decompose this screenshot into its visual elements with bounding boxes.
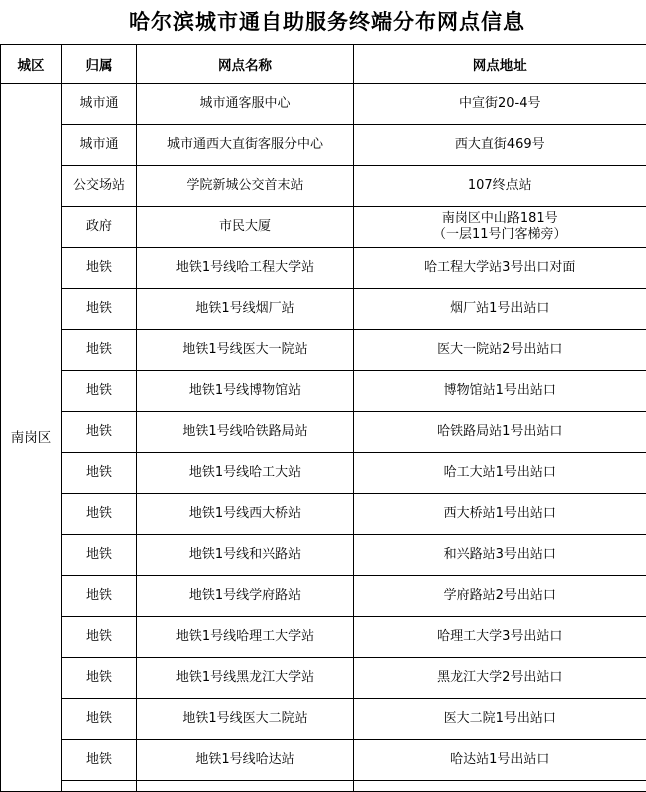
site-name-cell: 地铁1号线哈工大站 [137,453,354,494]
site-address-cell [354,453,646,494]
belong-cell: 地铁 [62,617,137,658]
site-name-cell: 地铁1号线医大一院站 [137,330,354,371]
address-line: 哈工大站1号出站口 [443,465,556,480]
table-row [1,658,646,699]
site-address-cell [354,494,646,535]
table-row [1,412,646,453]
site-address-cell [354,84,646,125]
belong-cell: 地铁 [62,699,137,740]
site-name-cell: 城市通西大直街客服分中心 [137,125,354,166]
site-name-cell: 市民大厦 [137,207,354,248]
site-name-cell: 地铁1号线黑龙江大学站 [137,658,354,699]
belong-cell: 地铁 [62,248,137,289]
site-address-cell [354,248,646,289]
site-name-cell: 地铁1号线哈达站 [137,740,354,781]
table-row [1,617,646,658]
table-row [1,494,646,535]
header-district: 城区 [1,45,62,84]
site-address-cell [354,576,646,617]
empty-cell [137,781,354,792]
address-line-secondary: （一层11号门客梯旁） [432,227,567,242]
site-name-cell: 学院新城公交首末站 [137,166,354,207]
belong-cell: 城市通 [62,125,137,166]
belong-cell: 地铁 [62,494,137,535]
site-address-cell [354,535,646,576]
district-cell: 南岗区 [1,84,62,792]
site-address-cell [354,207,646,248]
site-address-cell [354,740,646,781]
address-line: 哈理工大学3号出站口 [437,629,563,644]
table-row [1,576,646,617]
header-belong: 归属 [62,45,137,84]
table-body [1,84,646,792]
empty-cell [354,781,646,792]
site-name-cell: 地铁1号线哈理工大学站 [137,617,354,658]
belong-cell: 地铁 [62,740,137,781]
site-address-cell [354,371,646,412]
table-row [1,84,646,125]
address-line: 107终点站 [467,178,532,193]
belong-cell: 城市通 [62,84,137,125]
site-address-cell [354,412,646,453]
site-name-cell: 城市通客服中心 [137,84,354,125]
site-name-cell: 地铁1号线医大二院站 [137,699,354,740]
address-line: 南岗区中山路181号 [441,211,558,226]
table-row [1,166,646,207]
header-name: 网点名称 [137,45,354,84]
table-row [1,289,646,330]
site-address-cell [354,617,646,658]
address-line: 医大一院站2号出站口 [437,342,563,357]
terminal-location-table [0,44,646,792]
address-line: 和兴路站3号出站口 [443,547,556,562]
table-row [1,125,646,166]
site-address-cell [354,699,646,740]
address-line: 医大二院1号出站口 [443,711,556,726]
site-address-cell [354,330,646,371]
site-name-cell: 地铁1号线烟厂站 [137,289,354,330]
site-name-cell: 地铁1号线西大桥站 [137,494,354,535]
address-line: 哈达站1号出站口 [450,752,550,767]
table-row [1,535,646,576]
address-line: 博物馆站1号出站口 [443,383,556,398]
site-name-cell: 地铁1号线哈工程大学站 [137,248,354,289]
belong-cell: 地铁 [62,289,137,330]
belong-cell: 地铁 [62,371,137,412]
site-name-cell: 地铁1号线和兴路站 [137,535,354,576]
site-address-cell [354,125,646,166]
table-row [1,207,646,248]
empty-cell [62,781,137,792]
table-row [1,248,646,289]
site-address-cell [354,289,646,330]
table-header-row [1,45,646,84]
address-line: 西大直街469号 [454,137,545,152]
address-line: 西大桥站1号出站口 [443,506,556,521]
table-row [1,699,646,740]
belong-cell: 公交场站 [62,166,137,207]
site-name-cell: 地铁1号线博物馆站 [137,371,354,412]
belong-cell: 地铁 [62,658,137,699]
table-row-partial [1,781,646,792]
address-line: 哈铁路局站1号出站口 [437,424,563,439]
site-address-cell [354,166,646,207]
table-row [1,330,646,371]
address-line: 学府路站2号出站口 [443,588,556,603]
belong-cell: 地铁 [62,453,137,494]
table-row [1,371,646,412]
belong-cell: 地铁 [62,576,137,617]
address-line: 哈工程大学站3号出口对面 [424,260,576,275]
page-title: 哈尔滨城市通自助服务终端分布网点信息 [129,10,525,34]
table-row [1,453,646,494]
belong-cell: 地铁 [62,412,137,453]
header-address: 网点地址 [354,45,646,84]
address-line: 烟厂站1号出站口 [450,301,550,316]
site-name-cell: 地铁1号线学府路站 [137,576,354,617]
table-row [1,740,646,781]
belong-cell: 政府 [62,207,137,248]
address-line: 中宣街20-4号 [458,96,541,111]
address-line: 黑龙江大学2号出站口 [437,670,563,685]
site-address-cell [354,658,646,699]
belong-cell: 地铁 [62,535,137,576]
site-name-cell: 地铁1号线哈铁路局站 [137,412,354,453]
belong-cell: 地铁 [62,330,137,371]
